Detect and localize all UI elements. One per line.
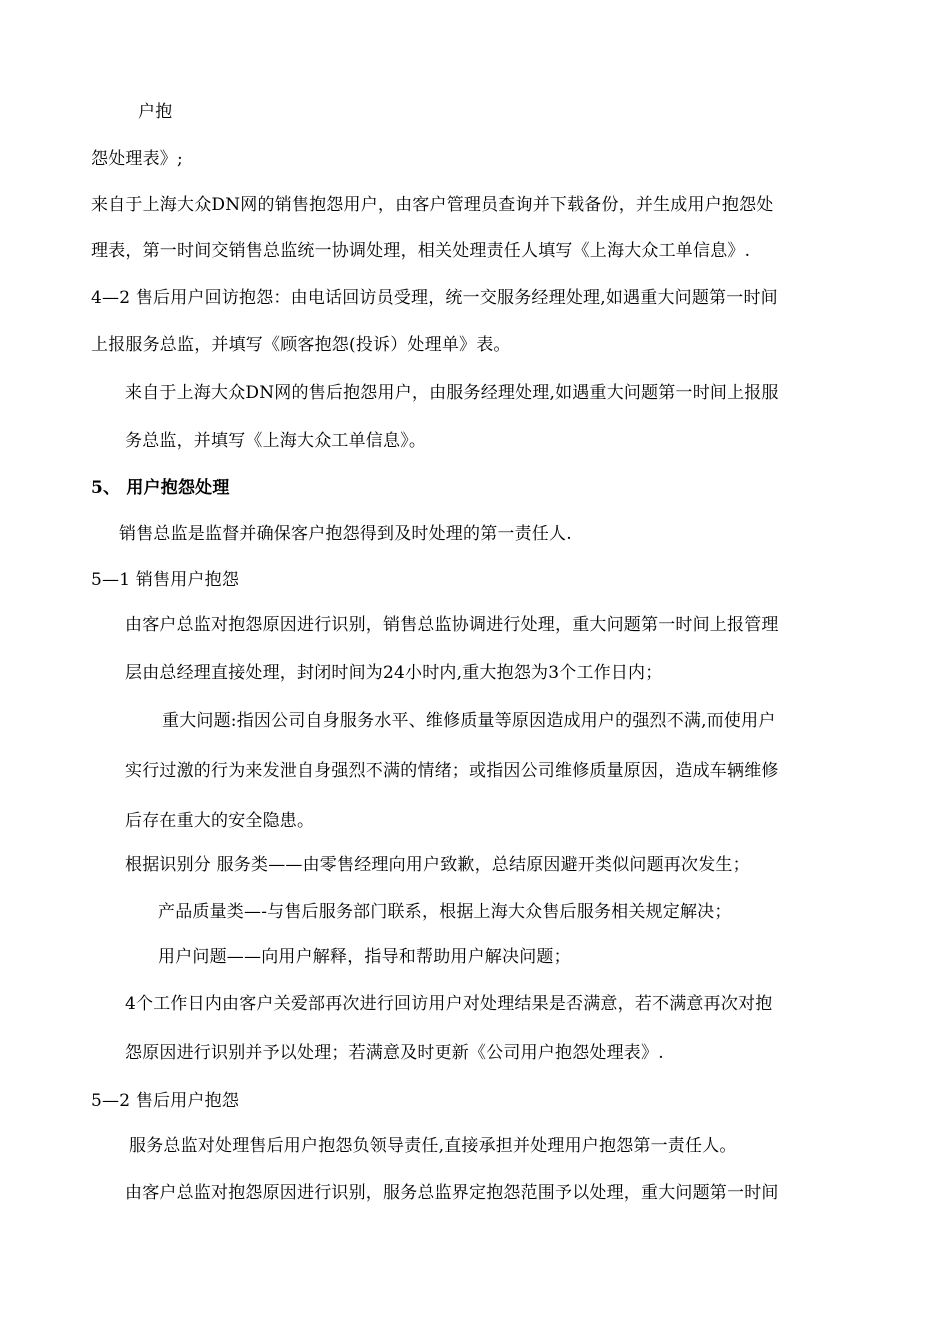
text-line: 销售总监是监督并确保客户抱怨得到及时处理的第一责任人. bbox=[119, 524, 572, 544]
text-line: 怨处理表》; bbox=[91, 149, 183, 169]
section-heading: 5、 用户抱怨处理 bbox=[91, 478, 230, 498]
text-line: 4—2 售后用户回访抱怨：由电话回访员受理，统一交服务经理处理,如遇重大问题第一时间 bbox=[91, 288, 778, 308]
list-item-text: 由客户总监对抱怨原因进行识别，销售总监协调进行处理，重大问题第一时间上报管理 bbox=[125, 615, 779, 635]
list-item-text: 务总监，并填写《上海大众工单信息》。 bbox=[125, 431, 427, 451]
list-item-text: 产品质量类—-与售后服务部门联系，根据上海大众售后服务相关规定解决； bbox=[158, 902, 732, 922]
list-item-text: 来自于上海大众DN网的售后抱怨用户，由服务经理处理,如遇重大问题第一时间上报服 bbox=[125, 383, 779, 403]
list-item-text: 4个工作日内由客户关爱部再次进行回访用户对处理结果是否满意，若不满意再次对抱 bbox=[125, 994, 773, 1014]
list-item-text: 根据识别分 服务类——由零售经理向用户致歉，总结原因避开类似问题再次发生； bbox=[125, 855, 750, 875]
list-item-text: 用户问题——向用户解释，指导和帮助用户解决问题； bbox=[158, 947, 571, 967]
list-item-text: 重大问题:指因公司自身服务水平、维修质量等原因造成用户的强烈不满,而使用户 bbox=[162, 711, 776, 731]
text-line: 户抱 bbox=[138, 102, 173, 122]
list-item-text: 怨原因进行识别并予以处理；若满意及时更新《公司用户抱怨处理表》. bbox=[125, 1043, 664, 1063]
subsection-heading: 5—1 销售用户抱怨 bbox=[91, 570, 240, 590]
list-item-text: 后存在重大的安全隐患。 bbox=[125, 811, 315, 831]
text-line: 来自于上海大众DN网的销售抱怨用户，由客户管理员查询并下载备份，并生成用户抱怨处 bbox=[91, 195, 774, 215]
text-line: 上报服务总监，并填写《顾客抱怨(投诉）处理单》表。 bbox=[91, 335, 511, 355]
subsection-heading: 5—2 售后用户抱怨 bbox=[91, 1091, 240, 1111]
list-item-text: 实行过激的行为来发泄自身强烈不满的情绪；或指因公司维修质量原因，造成车辆维修 bbox=[125, 761, 779, 781]
list-item-text: 由客户总监对抱怨原因进行识别，服务总监界定抱怨范围予以处理，重大问题第一时间 bbox=[125, 1183, 779, 1203]
text-line: 理表，第一时间交销售总监统一协调处理，相关处理责任人填写《上海大众工单信息》. bbox=[91, 241, 751, 261]
text-line: 服务总监对处理售后用户抱怨负领导责任,直接承担并处理用户抱怨第一责任人。 bbox=[129, 1136, 737, 1156]
list-item-text: 层由总经理直接处理，封闭时间为24小时内,重大抱怨为3个工作日内； bbox=[125, 663, 663, 683]
